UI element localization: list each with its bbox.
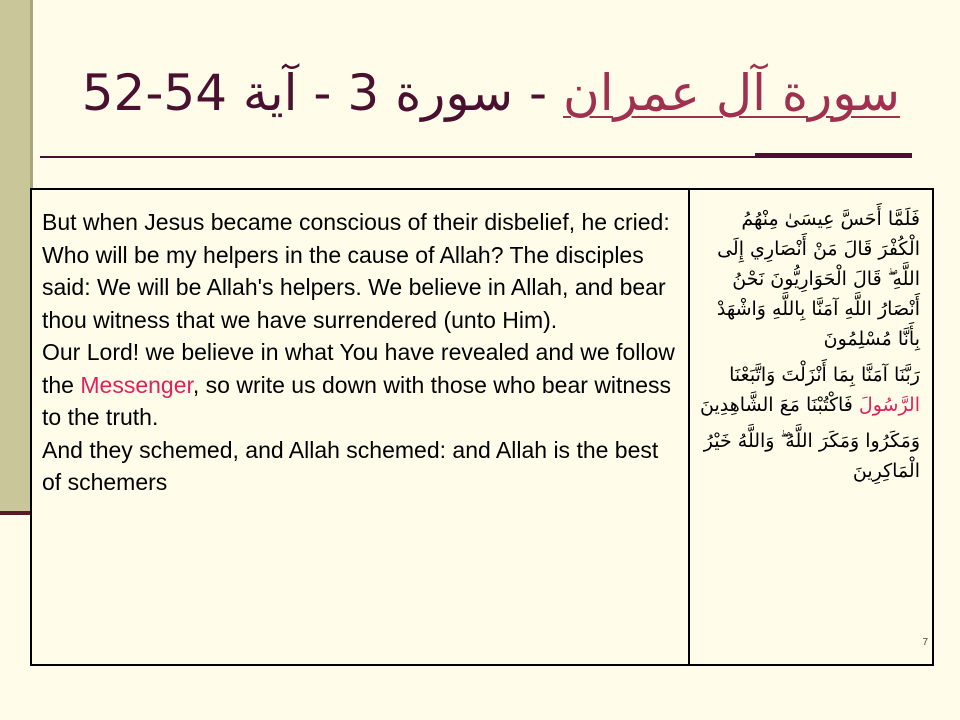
- arabic-verse-53-end: فَاكْتُبْنَا مَعَ الشَّاهِدِينَ: [700, 394, 859, 416]
- english-verse-54: And they schemed, and Allah schemed: and Allah is the best of schemers: [42, 436, 659, 495]
- page-title: [81, 58, 900, 128]
- arabic-verse-53-start: رَبَّنَا آمَنَّا بِمَا أَنْزَلْتَ وَاتَّبَعْنَا: [729, 364, 920, 386]
- english-translation: [32, 190, 690, 664]
- arabic-highlight-rasool: الرَّسُولَ: [858, 394, 920, 416]
- side-bar: [0, 0, 30, 515]
- english-verse-53: [42, 336, 678, 434]
- english-verse-52: But when Jesus became conscious of their disbelief, he cried: Who will be my helpers in the cause of Allah? The disciples said: We will be Allah's helpers. We believe in Allah, and bear thou witness that we have surrendered (unto Him).: [42, 209, 670, 333]
- arabic-verse-53: [698, 360, 920, 420]
- english-verse-53-end: , so write us down with those who bear witness to the truth.: [42, 371, 672, 430]
- title-rest: - سورة 3 - آية: [227, 64, 563, 122]
- ayah-range: 52-54: [81, 64, 228, 122]
- arabic-verse-54: وَمَكَرُوا وَمَكَرَ اللَّهُ ۖ وَاللَّهُ خَيْرُ الْمَاكِرِينَ: [703, 430, 920, 482]
- title-divider-accent: [755, 153, 912, 158]
- arabic-verse-52: فَلَمَّا أَحَسَّ عِيسَىٰ مِنْهُمُ الْكُفْرَ قَالَ مَنْ أَنْصَارِي إِلَى اللَّهِ ۖ قَالَ الْحَوَارِيُّونَ نَحْنُ أَنْصَارُ اللَّهِ آمَنَّا بِاللَّهِ وَاشْهَدْ بِأَنَّا مُسْلِمُونَ: [716, 208, 920, 350]
- english-verse-53-start: Our Lord! we believe in what You have revealed and we follow the: [42, 339, 675, 398]
- arabic-text: [690, 190, 932, 664]
- verse-table: [30, 188, 934, 666]
- page-number: 7: [922, 637, 928, 648]
- surah-link[interactable]: سورة آل عمران: [562, 64, 900, 122]
- english-highlight-messenger: Messenger: [80, 371, 193, 398]
